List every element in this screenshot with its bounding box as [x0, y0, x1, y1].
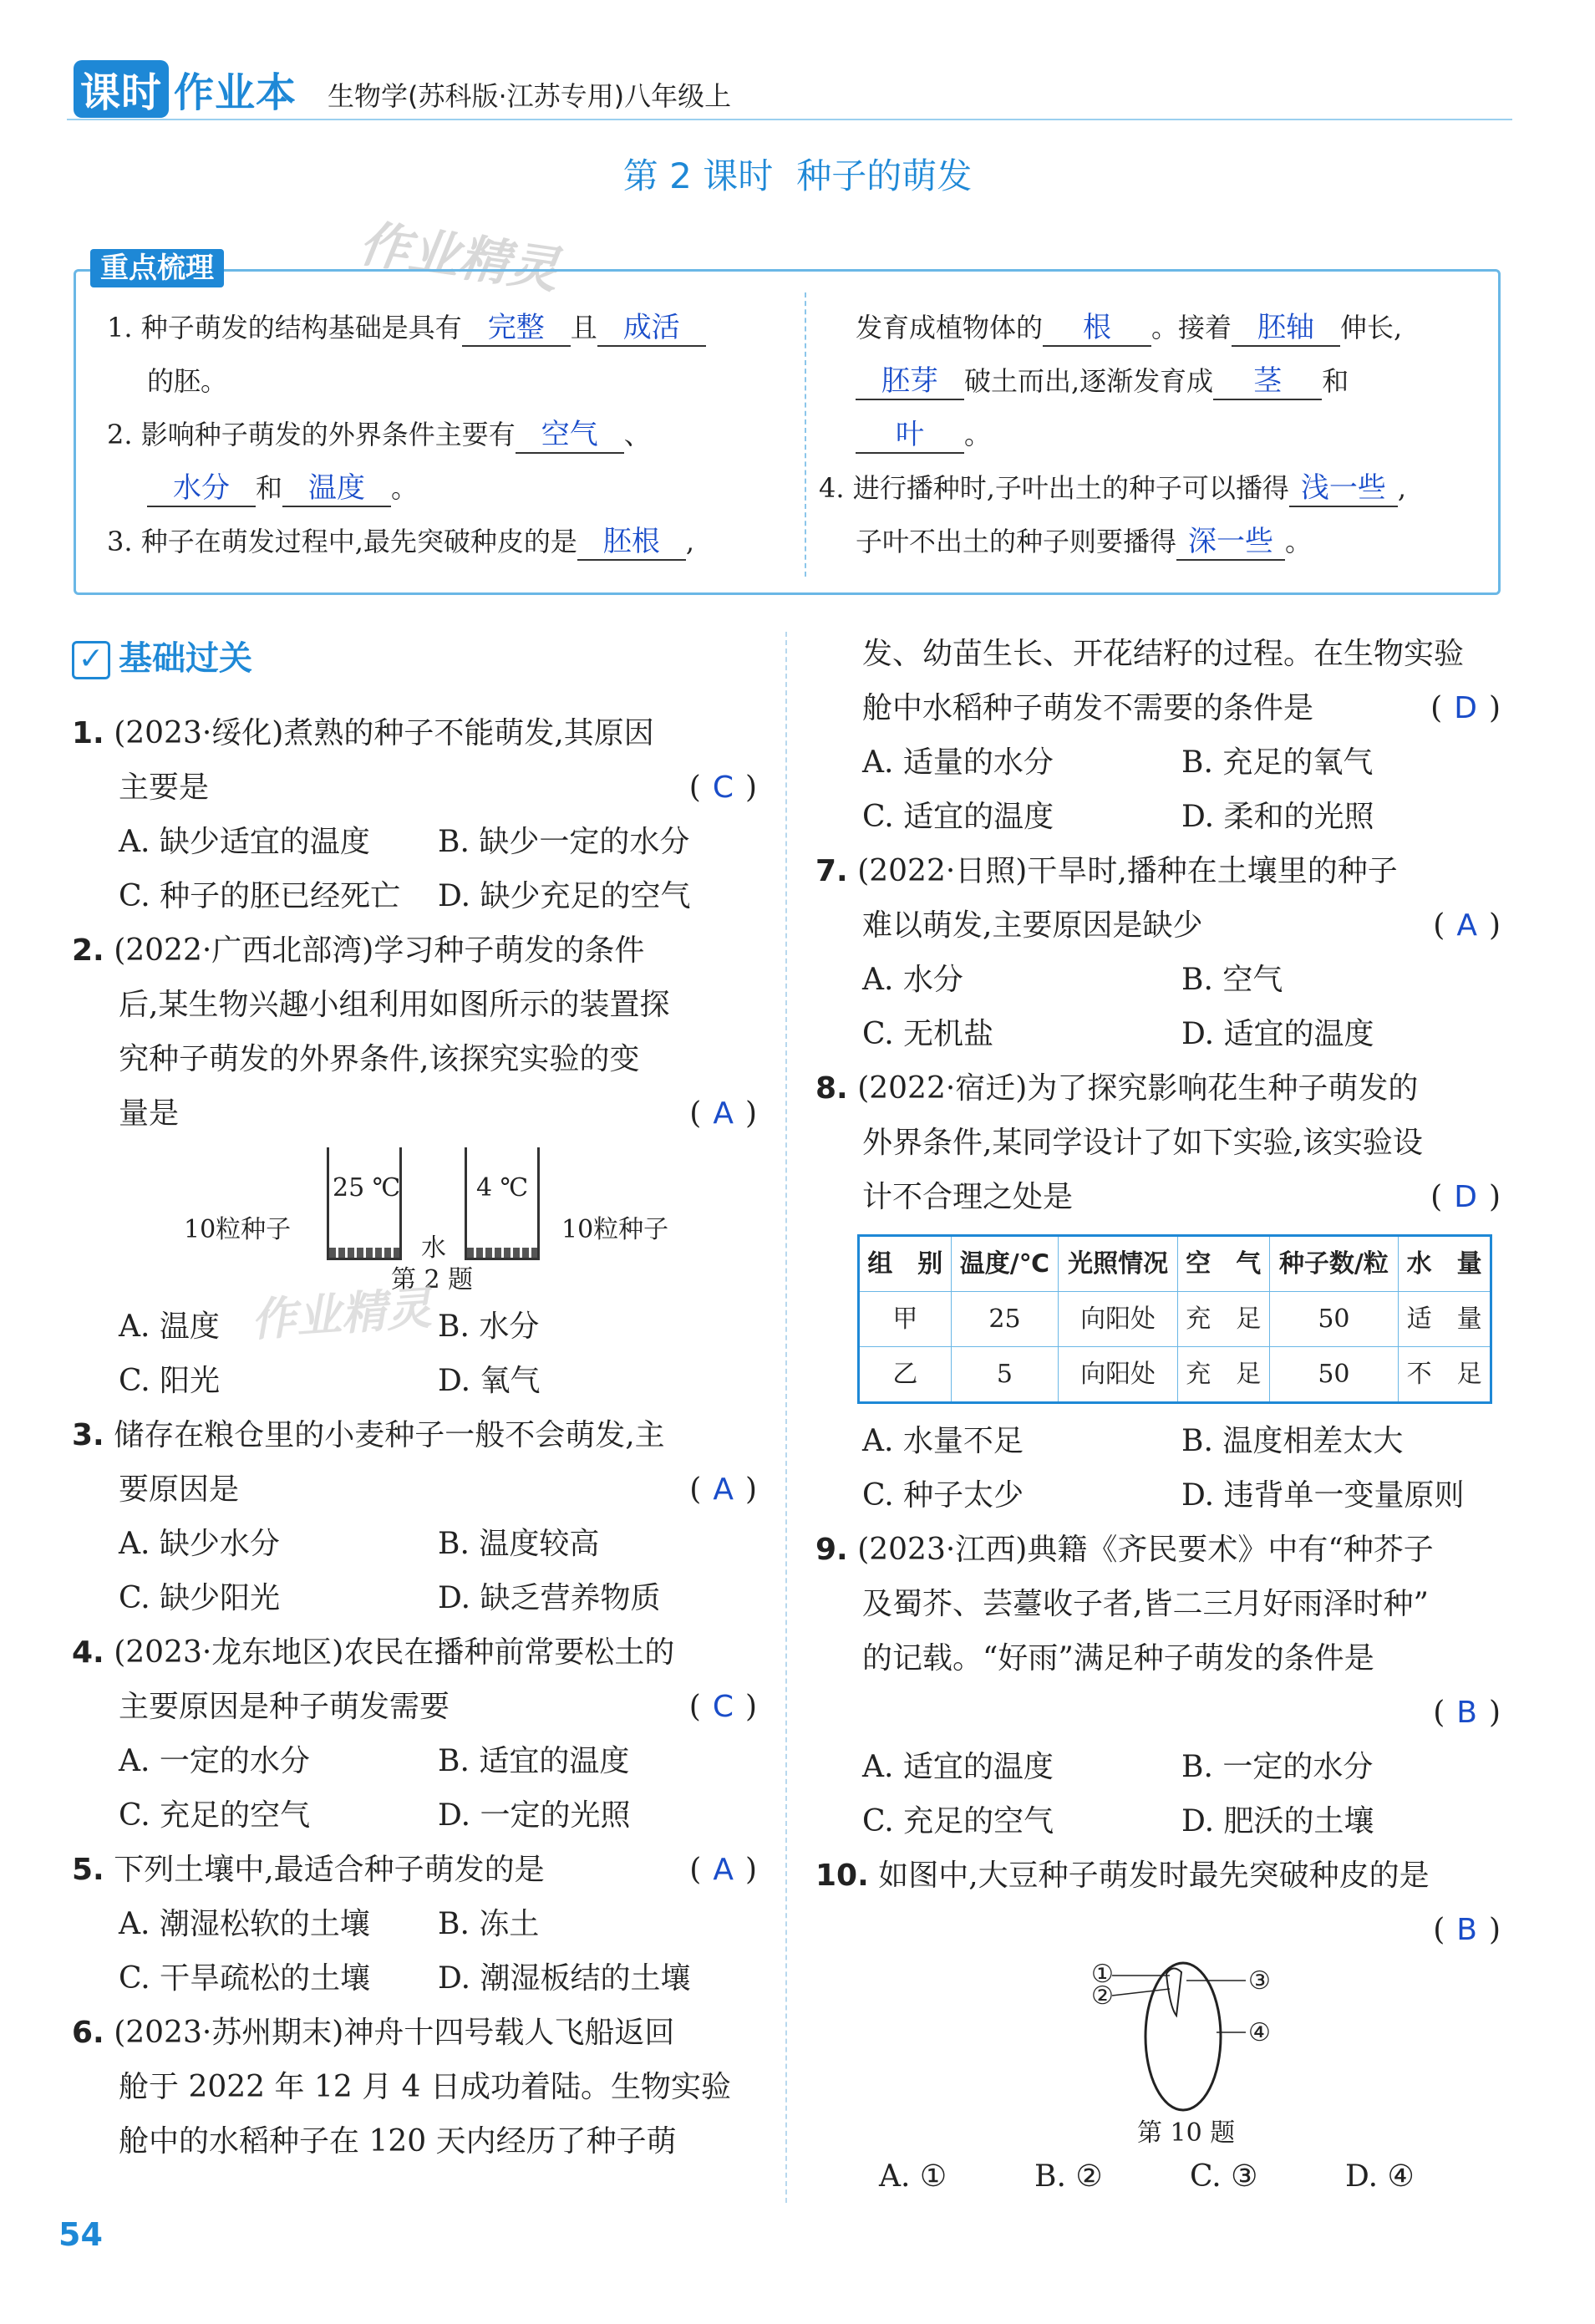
label-seeds-left: 10粒种子 [184, 1215, 292, 1244]
question-4: 4. (2023·龙东地区)农民在播种前常要松土的 主要原因是种子萌发需要 ( C ) A. 一定的水分 B. 适宜的温度 C. 充足的空气 D. 一定的光照 [72, 1635, 757, 1833]
figure-10 [815, 1957, 1501, 2149]
column-divider [785, 632, 787, 2203]
question-6-cont: 发、幼苗生长、开花结籽的过程。在生物实验 舱中水稻种子萌发不需要的条件是 ( D ) A. 适量的水分 B. 充足的氧气 C. 适宜的温度 D. 柔和的光照 [862, 637, 1501, 834]
watermark: 作业精灵 [355, 214, 563, 301]
summary-tag: 重点梳理 [90, 249, 224, 287]
experiment-table [857, 1234, 1492, 1404]
right-column [815, 627, 1501, 2204]
figure-caption: 第 2 题 [391, 1265, 474, 1294]
logo-badge: 课时 [74, 60, 169, 118]
table-row: 乙 5 向阳处 充 足 50 不 足 [859, 1347, 1491, 1403]
temp-25: 25 ℃ [333, 1173, 401, 1203]
beaker-right [465, 1147, 540, 1260]
temp-4: 4 ℃ [476, 1173, 529, 1203]
seeds-right [467, 1248, 537, 1258]
beaker-left [327, 1147, 402, 1260]
checkbox-icon: ✓ [72, 641, 110, 679]
label-seeds-right: 10粒种子 [561, 1215, 669, 1244]
label-2: ② [1091, 1981, 1114, 2011]
label-3: ③ [1248, 1966, 1271, 1996]
left-column [72, 706, 757, 2169]
question-5: 5. 下列土壤中,最适合种子萌发的是 ( A ) A. 潮湿松软的土壤 B. 冻土 C. 干旱疏松的土壤 D. 潮湿板结的土壤 [72, 1853, 757, 1996]
question-3: 3. 储存在粮仓里的小麦种子一般不会萌发,主 要原因是 ( A ) A. 缺少水分 B. 温度较高 C. 缺少阳光 D. 缺乏营养物质 [72, 1418, 757, 1615]
summary-right: 发育成植物体的 根 。接着 胚轴 伸长, 胚芽 破土而出,逐渐发育成 茎 和 叶 。 4. 进行播种时,子叶出土的种子可以播得 浅一些 , 子叶不出土的种子则要播得 深一些 。 [856, 301, 1491, 568]
figure-caption: 第 10 题 [1137, 2118, 1236, 2148]
question-10: 10. 如图中,大豆种子萌发时最先突破种皮的是 ( B ) ① ② ③ ④ 第 10 题 A. ① B. ② C. ③ D. ④ [815, 1859, 1501, 2194]
summary-divider [805, 292, 806, 577]
logo [74, 60, 297, 118]
question-1: 1. (2023·绥化)煮熟的种子不能萌发,其原因 主要是 ( C ) A. 缺少适宜的温度 B. 缺少一定的水分 C. 种子的胚已经死亡 D. 缺少充足的空气 [72, 716, 757, 913]
table-row: 甲 25 向阳处 充 足 50 适 量 [859, 1292, 1491, 1347]
question-6: 6. (2023·苏州期末)神舟十四号载人飞船返回 舱于 2022 年 12 月 4 日成功着陆。生物实验 舱中的水稻种子在 120 天内经历了种子萌 [72, 2016, 731, 2159]
page-title: 第 2 课时 种子的萌发 [622, 155, 973, 196]
section-heading: ✓ 基础过关 [72, 632, 252, 679]
seeds-left [329, 1248, 399, 1258]
question-2: 2. (2022·广西北部湾)学习种子萌发的条件 后,某生物兴趣小组利用如图所示的装置探 究种子萌发的外界条件,该探究实验的变 量是 ( A ) 25 ℃ 4 ℃ 10粒种子 10粒种子 水 第 2 题 A. 温度 B. 水分 C. 阳光 D. 氧气 [72, 933, 757, 1398]
question-7: 7. (2022·日照)干旱时,播种在土壤里的种子 难以萌发,主要原因是缺少 ( A ) A. 水分 B. 空气 C. 无机盐 D. 适宜的温度 [815, 854, 1501, 1051]
label-water: 水 [421, 1233, 446, 1263]
label-1: ① [1091, 1960, 1114, 1989]
book-subtitle: 生物学(苏科版·江苏专用)八年级上 [328, 80, 732, 112]
summary-left: 1. 种子萌发的结构基础是具有 完整 且 成活 的胚。 2. 影响种子萌发的外界条件主要有 空气 、 水分 和 温度 。 3. 种子在萌发过程中,最先突破种皮的是 胚根 , [107, 301, 775, 568]
question-8: 8. (2022·宿迁)为了探究影响花生种子萌发的 外界条件,某同学设计了如下实验,该实验设 计不合理之处是 ( D ) 组 别 温度/℃ 光照情况 空 气 种子数/粒 水 量 甲 25 向阳处 充 足 50 适 量 乙 5 向阳处 充 足 50 不 足 A. 水量不足 B. 温度相差太大 C. 种子太少 D. 违背单一变量原则 [815, 1071, 1501, 1513]
table-header: 组 别 温度/℃ 光照情况 空 气 种子数/粒 水 量 [859, 1236, 1491, 1292]
label-4: ④ [1248, 2018, 1271, 2047]
logo-text: 作业本 [174, 69, 297, 116]
watermark-2: 作业精灵 [249, 1281, 434, 1347]
page-number: 54 [58, 2216, 103, 2253]
header-rule [67, 119, 1512, 120]
question-9: 9. (2023·江西)典籍《齐民要术》中有“种芥子 及蜀芥、芸薹收子者,皆二三月好雨泽时种” 的记载。“好雨”满足种子萌发的条件是 ( B ) A. 适宜的温度 B. 一定的水分 C. 充足的空气 D. 肥沃的土壤 [815, 1533, 1501, 1838]
